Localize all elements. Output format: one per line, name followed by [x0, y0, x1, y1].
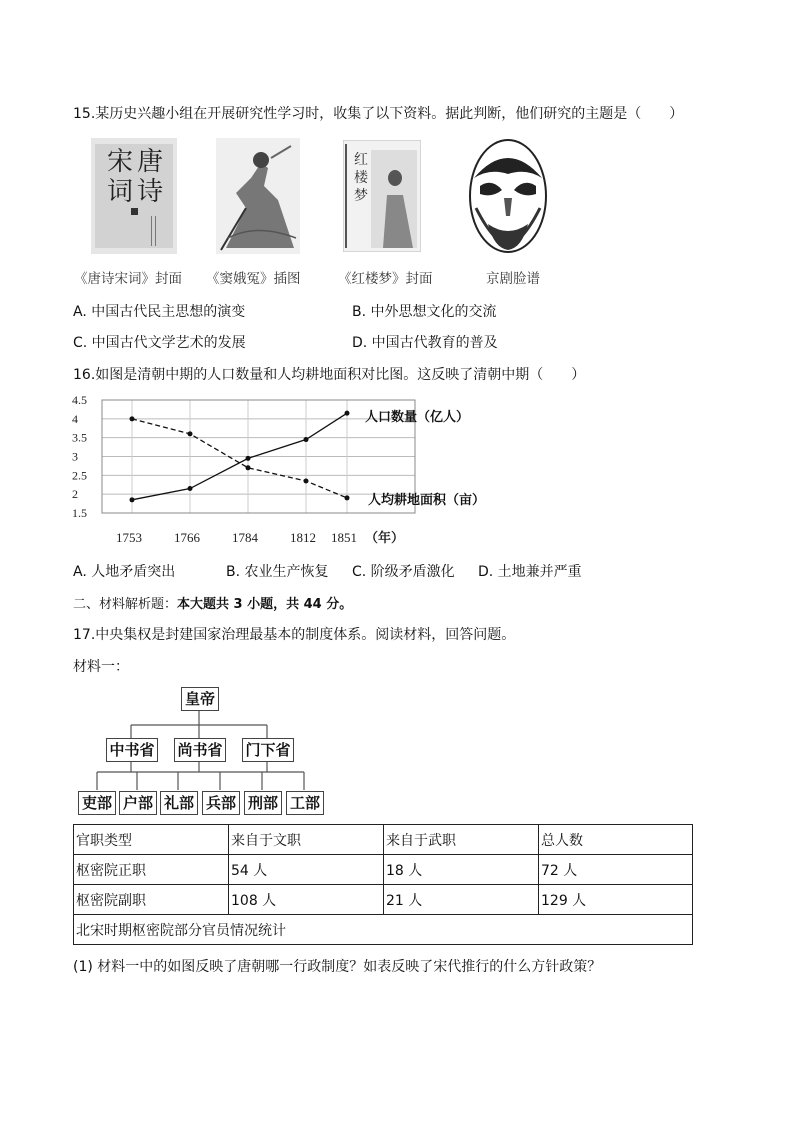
q16-option-d: D. 土地兼并严重 [478, 564, 582, 580]
novel-cover-image [343, 140, 421, 252]
table-cell: 72 人 [539, 855, 693, 885]
table-cell: 129 人 [539, 885, 693, 915]
y-tick-label: 4.5 [72, 393, 87, 407]
cover-char-2: 唐 [137, 147, 164, 177]
farmland-series-label: 人均耕地面积（亩） [368, 492, 486, 508]
caption-hongloumeng: 《红楼梦》封面 [338, 271, 433, 287]
y-tick-label: 1.5 [72, 506, 87, 520]
farmland-point [188, 431, 193, 436]
table-row [74, 885, 693, 915]
y-tick-label: 3 [72, 449, 78, 464]
farmland-point [246, 465, 251, 470]
population-series-label: 人口数量（亿人） [365, 410, 470, 426]
q17-stem: 17.中央集权是封建国家治理最基本的制度体系。阅读材料，回答问题。 [73, 627, 516, 643]
table-cell: 54 人 [229, 855, 384, 885]
farmland-point [130, 416, 135, 421]
org-xingbu: 刑部 [244, 791, 282, 815]
caption-tangshi: 《唐诗宋词》封面 [74, 271, 182, 287]
section2-heading-prefix: 二、材料解析题： [73, 597, 178, 612]
table-caption: 北宋时期枢密院部分官员情况统计 [74, 915, 693, 945]
population-point [188, 486, 193, 491]
y-tick-label: 4 [72, 411, 78, 426]
q15-option-b: B. 中外思想文化的交流 [352, 304, 497, 320]
q16-stem: 16.如图是清朝中期的人口数量和人均耕地面积对比图。这反映了清朝中期（ ） [73, 367, 586, 383]
y-tick-label: 3.5 [72, 430, 87, 445]
material-label: 材料一： [73, 659, 129, 675]
opera-mask-image [466, 138, 550, 258]
org-gongbu: 工部 [286, 791, 324, 815]
table-header-cell: 总人数 [539, 825, 693, 855]
opera-illustration-image [216, 138, 300, 254]
population-farmland-chart [70, 390, 500, 550]
org-menxia: 门下省 [242, 738, 294, 762]
q15-stem: 15.某历史兴趣小组在开展研究性学习时，收集了以下资料。据此判断，他们研究的主题是（ ） [73, 106, 684, 122]
q16-option-b: B. 农业生产恢复 [226, 564, 329, 580]
y-tick-label: 2.5 [72, 468, 87, 483]
x-tick-label: 1851 [331, 530, 357, 545]
table-header-cell: 来自于文职 [229, 825, 384, 855]
table-cell: 18 人 [384, 855, 539, 885]
cover-char-3: 词 [107, 177, 134, 207]
table-row [74, 855, 693, 885]
org-zhongshu: 中书省 [106, 738, 158, 762]
table-header-cell: 来自于武职 [384, 825, 539, 855]
table-caption-row [74, 915, 693, 945]
org-shangshu: 尚书省 [174, 738, 226, 762]
farmland-point [345, 495, 350, 500]
caption-dou-e: 《窦娥冤》插图 [206, 271, 301, 287]
cover-char-1: 宋 [107, 147, 134, 177]
y-tick-label: 2 [72, 487, 78, 502]
x-tick-label: 1753 [116, 530, 142, 545]
population-point [304, 437, 309, 442]
population-point [345, 411, 350, 416]
table-cell: 枢密院正职 [74, 855, 229, 885]
table-cell: 108 人 [229, 885, 384, 915]
book-cover-image [91, 138, 177, 254]
cover-red-char-3: 梦 [354, 188, 368, 204]
x-tick-label: 1784 [232, 530, 258, 545]
section2-heading-bold: 本大题共 3 小题，共 44 分。 [177, 597, 353, 612]
q16-option-c: C. 阶级矛盾激化 [352, 564, 455, 580]
org-hubu: 户部 [119, 791, 157, 815]
x-tick-label: 1812 [290, 530, 316, 545]
population-point [130, 497, 135, 502]
caption-opera-mask: 京剧脸谱 [486, 271, 540, 287]
farmland-line [132, 419, 347, 498]
q17-sub1: (1) 材料一中的如图反映了唐朝哪一行政制度？如表反映了宋代推行的什么方针政策？ [73, 959, 602, 975]
x-axis-unit: （年） [365, 531, 405, 546]
table-header-cell: 官职类型 [74, 825, 229, 855]
table-cell: 枢密院副职 [74, 885, 229, 915]
farmland-point [304, 478, 309, 483]
org-bingbu: 兵部 [202, 791, 240, 815]
table-cell: 21 人 [384, 885, 539, 915]
shumiyuan-table [73, 824, 693, 945]
q15-option-a: A. 中国古代民主思想的演变 [73, 304, 246, 320]
org-emperor: 皇帝 [181, 687, 219, 711]
cover-red-char-2: 楼 [354, 170, 368, 186]
population-point [246, 456, 251, 461]
q15-option-c: C. 中国古代文学艺术的发展 [73, 335, 246, 351]
table-header-row [74, 825, 693, 855]
org-libu-personnel: 吏部 [78, 791, 116, 815]
section2-heading [73, 593, 352, 612]
q15-option-d: D. 中国古代教育的普及 [352, 335, 498, 351]
x-tick-label: 1766 [174, 530, 200, 545]
q16-option-a: A. 人地矛盾突出 [73, 564, 176, 580]
cover-char-4: 诗 [137, 177, 164, 207]
cover-red-char-1: 红 [354, 152, 368, 168]
org-libu-rites: 礼部 [160, 791, 198, 815]
